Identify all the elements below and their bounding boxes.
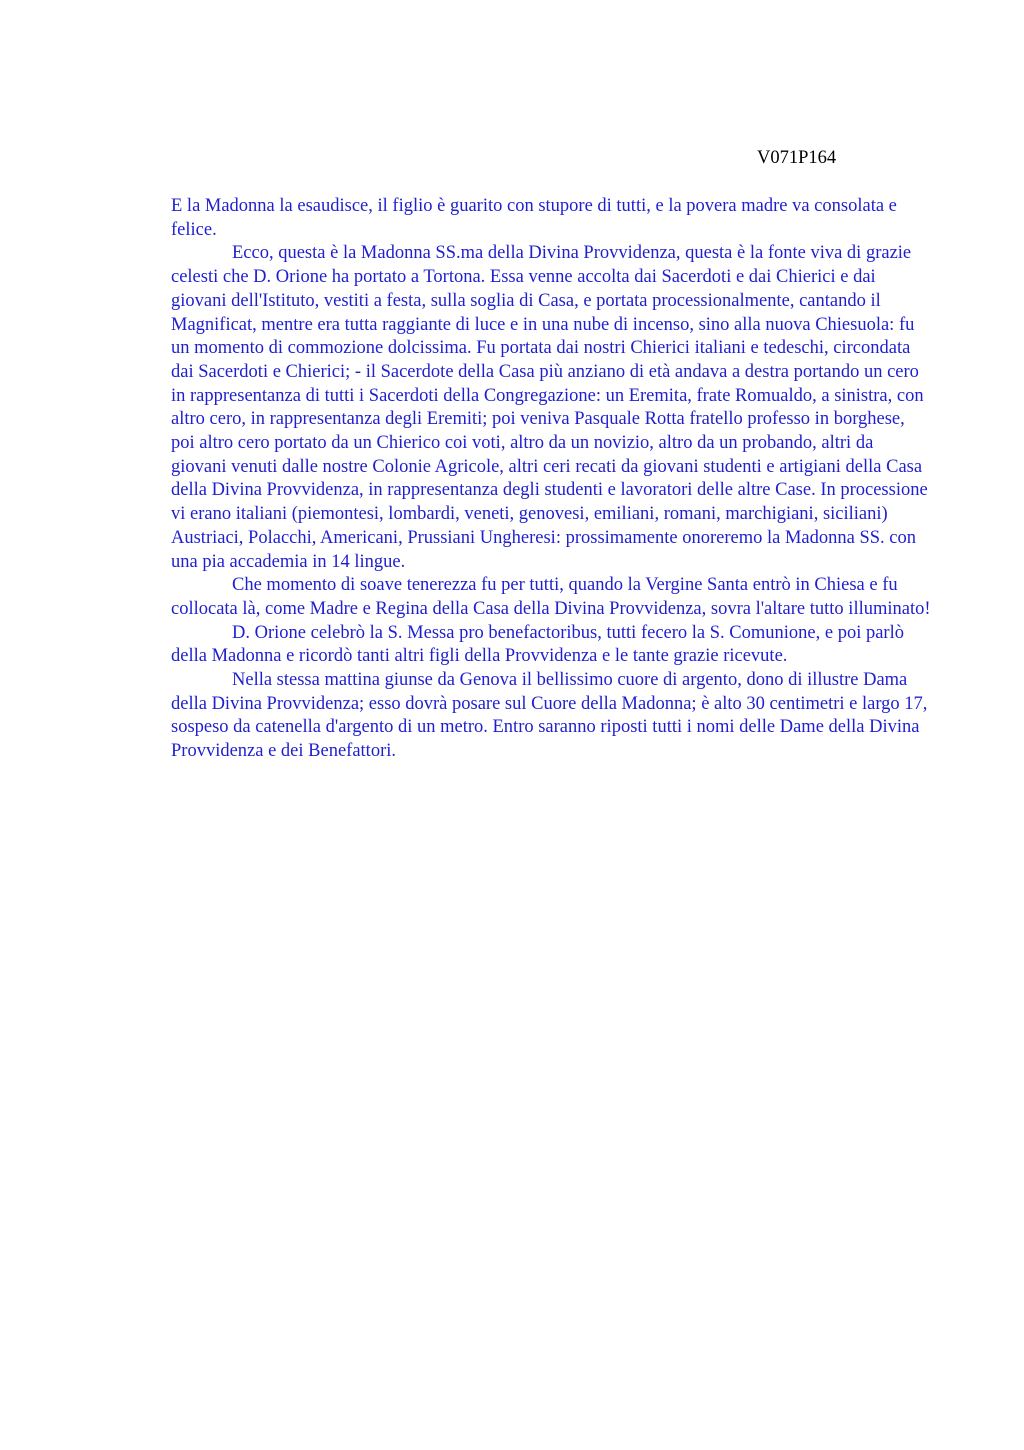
paragraph: D. Orione celebrò la S. Messa pro benefactoribus, tutti fecero la S. Comunione, e poi parlò della Madonna e ricordò tanti altri figli della Provvidenza e le tante grazie ricevute. [171, 622, 904, 667]
paragraph: Ecco, questa è la Madonna SS.ma della Divina Provvidenza, questa è la fonte viva di grazie celesti che D. Orione ha portato a Tortona. Essa venne accolta dai Sacerdoti e dai Chierici e dai giovani dell'Istituto, vestiti a festa, sulla soglia di Casa, e portata processionalmente, cantando il Magnificat, mentre era tutta raggiante di luce e in una nube di incenso, sino alla nuova Chiesuola: fu un momento di commozione dolcissima. Fu portata dai nostri Chierici italiani e tedeschi, circondata dai Sacerdoti e Chierici; - il Sacerdote della Casa più anziano di età andava a destra portando un cero in rappresentanza di tutti i Sacerdoti della Congregazione: un Eremita, frate Romualdo, a sinistra, con altro cero, in rappresentanza degli Eremiti; poi veniva Pasquale Rotta fratello professo in borghese, poi altro cero portato da un Chierico coi voti, altro da un novizio, altro da un probando, altri da giovani venuti dalle nostre Colonie Agricole, altri ceri recati da giovani studenti e artigiani della Casa della Divina Provvidenza, in rappresentanza degli studenti e lavoratori delle altre Case. In processione vi erano italiani (piemontesi, lombardi, veneti, genovesi, emiliani, romani, marchigiani, siciliani) Austriaci, Polacchi, Americani, Prussiani Ungheresi: prossimamente onoreremo la Madonna SS. con una pia accademia in 14 lingue. [171, 243, 928, 572]
paragraph: Nella stessa mattina giunse da Genova il bellissimo cuore di argento, dono di illustre Dama della Divina Provvidenza; esso dovrà posare sul Cuore della Madonna; è alto 30 centimetri e largo 17, sospeso da catenella d'argento di un metro. Entro saranno riposti tutti i nomi delle Dame della Divina Provvidenza e dei Benefattori. [171, 670, 928, 762]
document-body [171, 195, 931, 764]
page-code: V071P164 [757, 148, 837, 168]
paragraph: Che momento di soave tenerezza fu per tutti, quando la Vergine Santa entrò in Chiesa e fu collocata là, come Madre e Regina della Casa della Divina Provvidenza, sovra l'altare tutto illuminato! [171, 575, 931, 619]
paragraph: E la Madonna la esaudisce, il figlio è guarito con stupore di tutti, e la povera madre va consolata e felice. [171, 196, 897, 240]
